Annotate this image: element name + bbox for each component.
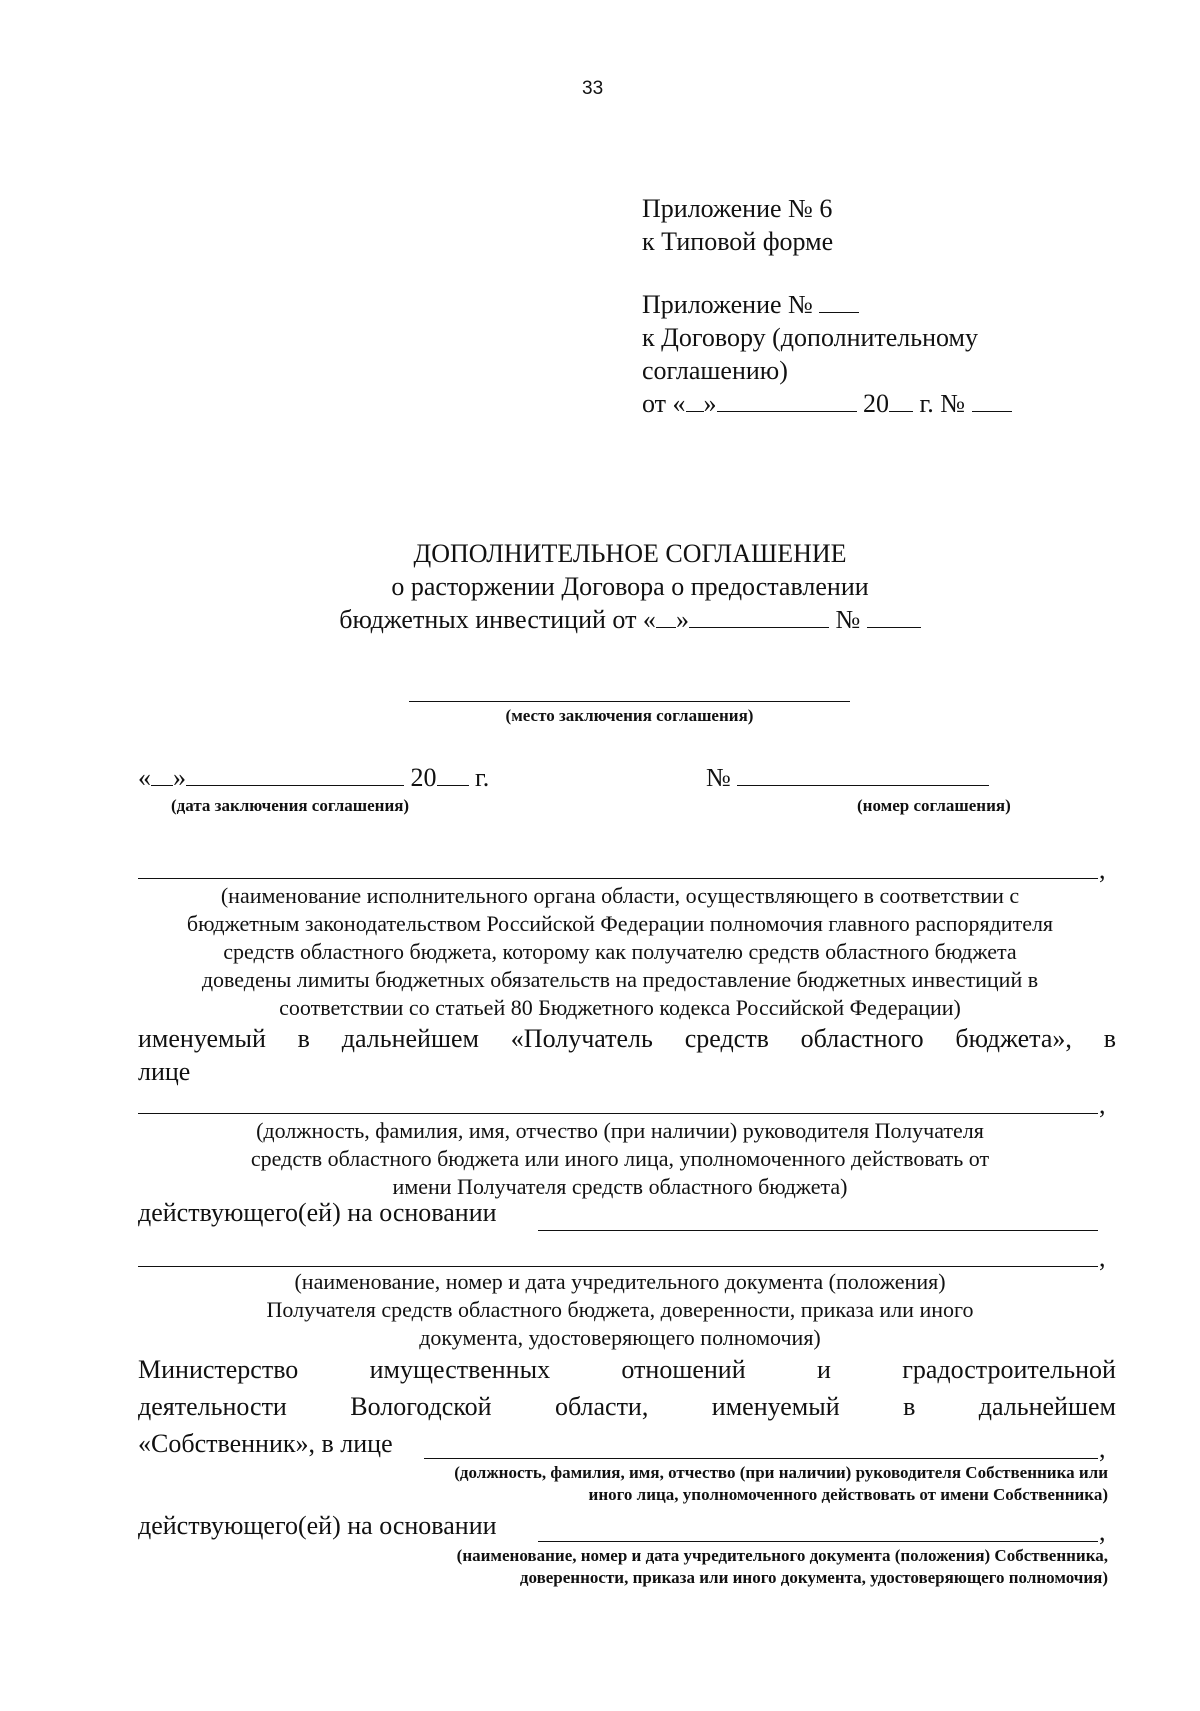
acting-basis: действующего(ей) на основании bbox=[138, 1198, 497, 1227]
organ-caption bbox=[138, 882, 1102, 1022]
title-sub-2: бюджетных инвестиций от « » № bbox=[0, 603, 1200, 636]
head-line-comma: , bbox=[1099, 1090, 1106, 1119]
organ-caption-line: средств областного бюджета, которому как получателю средств областного бюджета bbox=[223, 939, 1017, 964]
organ-caption-line: бюджетным законодательством Российской Федерации полномочия главного распорядителя bbox=[186, 911, 1054, 936]
acting-basis-line[interactable] bbox=[538, 1230, 1098, 1231]
title-main: ДОПОЛНИТЕЛЬНОЕ СОГЛАШЕНИЕ bbox=[413, 539, 847, 568]
organ-line[interactable] bbox=[138, 878, 1098, 879]
appendix-line-1: Приложение № 6 bbox=[642, 194, 833, 223]
owner-doc-caption-line: (наименование, номер и дата учредительного документа (положения) Собственника, bbox=[456, 1546, 1108, 1565]
appendix-line-5: соглашению) bbox=[642, 356, 788, 385]
ministry-line-2: деятельности Вологодской области, именуемый в дальнейшем bbox=[138, 1392, 1116, 1421]
head-caption bbox=[138, 1117, 1102, 1201]
appendix-block bbox=[642, 192, 1012, 420]
organ-caption-line: доведены лимиты бюджетных обязательств на предоставление бюджетных инвестиций в bbox=[201, 967, 1039, 992]
appendix-line-6: от « » 20 г. № bbox=[642, 387, 1012, 420]
number-row: № bbox=[706, 761, 989, 794]
doc-caption-line: документа, удостоверяющего полномочия) bbox=[419, 1325, 821, 1350]
owner-caption-line: иного лица, уполномоченного действовать от имени Собственника) bbox=[588, 1485, 1108, 1504]
acting-basis-2-line[interactable] bbox=[538, 1541, 1098, 1542]
head-caption-line: (должность, фамилия, имя, отчество (при наличии) руководителя Получателя bbox=[256, 1118, 984, 1143]
place-line[interactable] bbox=[409, 701, 850, 702]
owner-doc-caption-line: доверенности, приказа или иного документа, удостоверяющего полномочия) bbox=[519, 1568, 1108, 1587]
acting-basis-2-comma: , bbox=[1099, 1517, 1106, 1546]
doc-caption-line: Получателя средств областного бюджета, доверенности, приказа или иного bbox=[266, 1297, 974, 1322]
owner-line-comma: , bbox=[1099, 1434, 1106, 1463]
head-line[interactable] bbox=[138, 1113, 1098, 1114]
acting-basis-line-2[interactable] bbox=[138, 1266, 1098, 1267]
appendix-line-4: к Договору (дополнительному bbox=[642, 323, 979, 352]
page-number: 33 bbox=[582, 78, 604, 99]
head-caption-line: средств областного бюджета или иного лица, уполномоченного действовать от bbox=[250, 1146, 990, 1171]
organ-line-comma: , bbox=[1099, 855, 1106, 884]
owner-caption bbox=[454, 1462, 1108, 1506]
appendix-line-2: к Типовой форме bbox=[642, 227, 834, 256]
date-row: « » 20 г. bbox=[138, 763, 490, 792]
acting-basis-comma: , bbox=[1099, 1243, 1106, 1272]
owner-label: «Собственник», в лице bbox=[138, 1429, 393, 1458]
acting-basis-2: действующего(ей) на основании bbox=[138, 1511, 497, 1540]
head-caption-line: имени Получателя средств областного бюджета) bbox=[392, 1174, 848, 1199]
number-caption: (номер соглашения) bbox=[857, 796, 1011, 815]
recipient-sentence: именуемый в дальнейшем «Получатель средств областного бюджета», в bbox=[138, 1024, 1116, 1053]
title-sub-1: о расторжении Договора о предоставлении bbox=[391, 572, 869, 601]
doc-caption bbox=[138, 1268, 1102, 1352]
owner-line[interactable] bbox=[424, 1458, 1098, 1459]
doc-caption-line: (наименование, номер и дата учредительного документа (положения) bbox=[294, 1269, 946, 1294]
place-caption: (место заключения соглашения) bbox=[505, 706, 754, 725]
owner-doc-caption bbox=[457, 1545, 1108, 1589]
document-title bbox=[0, 537, 1200, 636]
ministry-line-1: Министерство имущественных отношений и градостроительной bbox=[138, 1355, 1116, 1384]
organ-caption-line: (наименование исполнительного органа области, осуществляющего в соответствии с bbox=[220, 883, 1020, 908]
appendix-line-3: Приложение № bbox=[642, 288, 1012, 321]
recipient-sentence-end: лице bbox=[138, 1057, 191, 1086]
date-caption: (дата заключения соглашения) bbox=[171, 796, 410, 815]
organ-caption-line: соответствии со статьей 80 Бюджетного кодекса Российской Федерации) bbox=[279, 995, 961, 1020]
owner-caption-line: (должность, фамилия, имя, отчество (при наличии) руководителя Собственника или bbox=[454, 1463, 1108, 1482]
